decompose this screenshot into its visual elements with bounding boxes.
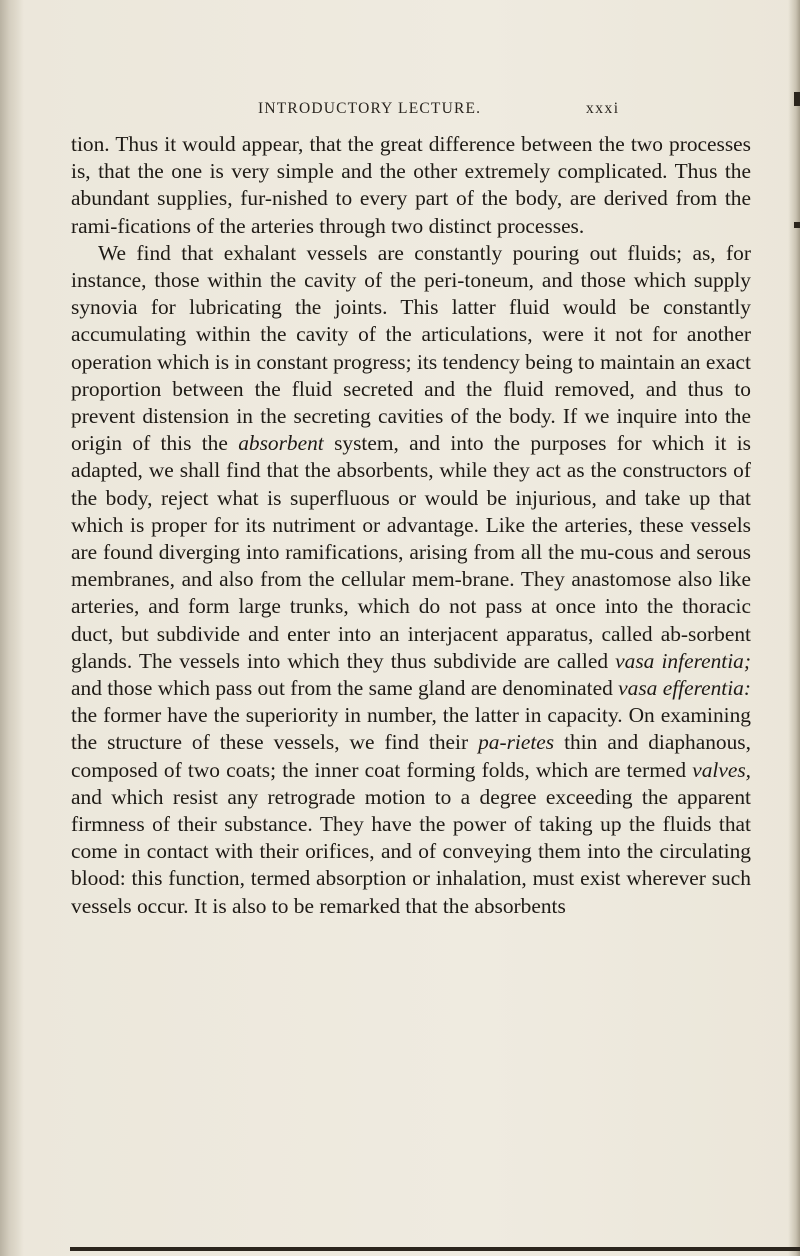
term-parietes: pa-rietes xyxy=(478,730,555,755)
page-bottom-edge xyxy=(70,1247,800,1251)
binding-gutter-shadow xyxy=(0,0,24,1256)
paragraph-1: tion. Thus it would appear, that the great difference between the two processes is, that the one is very simple and the other extremely complicated. Thus the abundant supplies, fur-nished to every part of the body, are derived from the rami-fications of the arteries through two distinct processes. xyxy=(71,132,751,238)
paragraph-2-segment: system, and into the purposes for which it is adapted, we shall find that the absorbents, while they act as the constructors of the body, reject what is superfluous or would be injurious, and take up that which is proper for its nutriment or advantage. Like the arteries, these vessels are found diverging into ramifications, arising from all the mu-cous and serous membranes, and also from the cellular mem-brane. They anastomose also like arteries, and form large trunks, which do not pass at once into the thoracic duct, but subdivide and enter into an interjacent apparatus, called ab-sorbent glands. The vessels into which they thus subdivide are called xyxy=(71,431,752,673)
page-right-edge xyxy=(788,0,800,1256)
edge-mark xyxy=(794,222,800,228)
page-number: xxxi xyxy=(586,100,620,117)
running-title: INTRODUCTORY LECTURE. xyxy=(258,100,482,117)
running-header xyxy=(258,100,758,126)
paragraph-2-segment: and those which pass out from the same gland are denominated xyxy=(71,676,619,701)
term-absorbent: absorbent xyxy=(238,431,324,456)
paragraph-2-segment: thin and diaphanous, composed of two coats; the inner coat forming folds, which are termed xyxy=(71,730,751,782)
paragraph-2 xyxy=(71,240,751,920)
edge-mark xyxy=(794,92,800,106)
paragraph-2-segment: the former have the superiority in number, the latter in capacity. On examining the structure of these vessels, we find their xyxy=(71,703,751,755)
paragraph-2-segment: We find that exhalant vessels are constantly pouring out fluids; as, for instance, those within the cavity of the peri-toneum, and those which supply synovia for lubricating the joints. This latter fluid would be constantly accumulating within the cavity of the articulations, were it not for another operation which is in constant progress; its tendency being to maintain an exact proportion between the fluid secreted and the fluid removed, and thus to prevent distension in the secreting cavities of the body. If we inquire into the origin of this the xyxy=(71,240,751,456)
paragraph-2-segment: and which resist any retrograde motion to a degree exceeding the apparent firmness of their substance. They have the power of taking up the fluids that come in contact with their orifices, and of conveying them into the circulating blood: this function, termed absorption or inhalation, must exist wherever such vessels occur. It is also to be remarked that the absorbents xyxy=(71,784,751,918)
term-vasa-efferentia: vasa efferentia: xyxy=(618,676,752,701)
term-vasa-inferentia: vasa inferentia; xyxy=(615,648,751,673)
body-text xyxy=(71,131,751,920)
term-valves: valves, xyxy=(692,757,751,782)
